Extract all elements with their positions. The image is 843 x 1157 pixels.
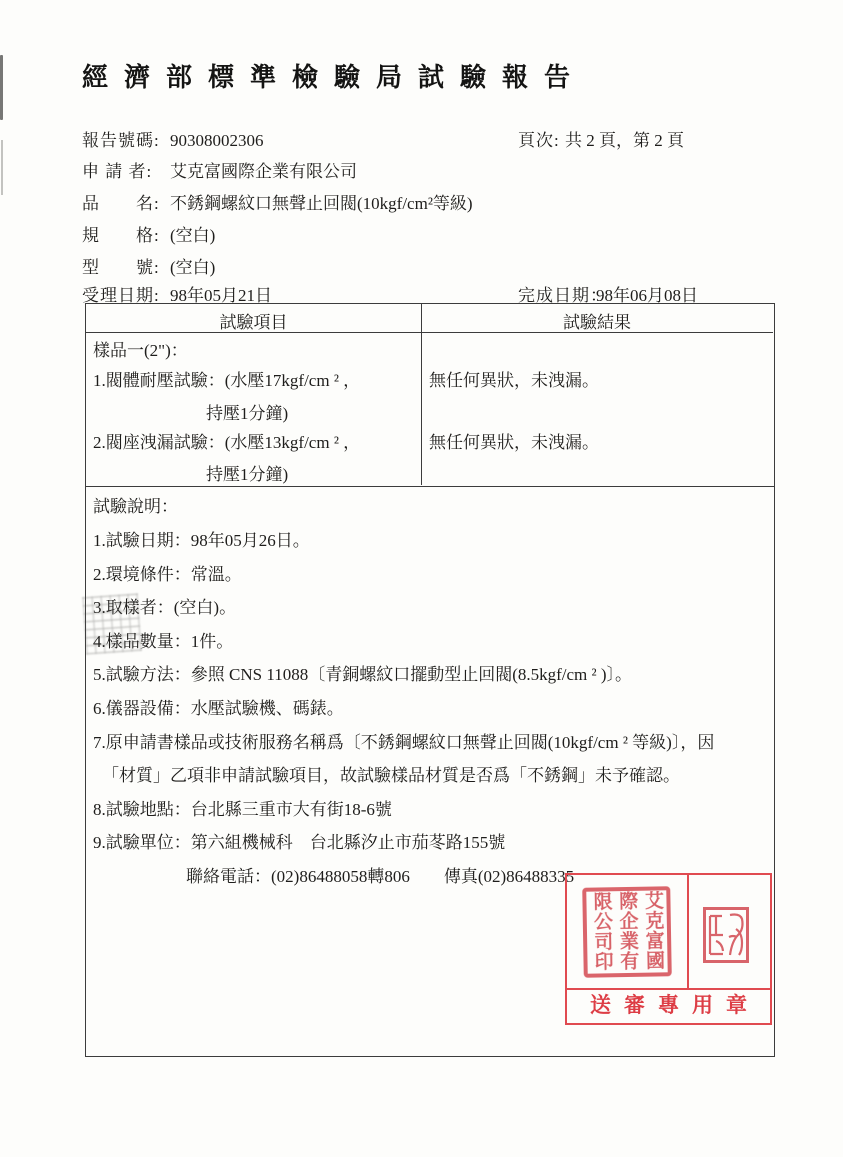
stamp-box-divider	[687, 875, 689, 988]
product-name-value: 不銹鋼螺紋口無聲止回閥(10kgf/cm²等級)	[170, 194, 473, 213]
spec-value: (空白)	[170, 226, 216, 245]
sample-line: 樣品一(2")：	[93, 341, 188, 360]
test-result-2: 無任何異狀，未洩漏。	[429, 433, 599, 452]
scan-edge-artifact	[1, 140, 3, 195]
company-seal-text: 艾克富國際企業有限公司印	[590, 890, 665, 972]
product-name-label: 品 名:	[82, 194, 160, 213]
note-original-name-cont: 「材質」乙項非申請試驗項目，故試驗樣品材質是否爲「不銹鋼」未予確認。	[102, 766, 680, 785]
applicant-value: 艾克富國際企業有限公司	[170, 162, 357, 181]
test-result-1: 無任何異狀，未洩漏。	[429, 371, 599, 390]
note-test-method: 5.試驗方法：參照 CNS 11088〔青銅螺紋口擺動型止回閥(8.5kgf/cm ² )〕。	[93, 665, 633, 684]
explanation-heading: 試驗說明：	[93, 497, 178, 516]
test-item-1-line1: 1.閥體耐壓試驗：(水壓17kgf/cm ² ，	[93, 371, 361, 390]
note-sample-qty: 4.樣品數量：1件。	[93, 632, 234, 651]
stamp-banner-text: 送審專用章	[590, 993, 760, 1017]
applicant-label: 申 請 者:	[82, 162, 153, 181]
column-header-test-item: 試驗項目	[219, 313, 288, 332]
accept-date-value: 98年05月21日	[170, 286, 272, 305]
note-test-location: 8.試驗地點：台北縣三重市大有街18-6號	[93, 800, 392, 819]
model-value: (空白)	[170, 258, 216, 277]
page-number-value: 共 2 頁，第 2 頁	[565, 131, 684, 150]
company-seal-stamp	[582, 886, 672, 978]
accept-date-label: 受理日期:	[82, 286, 160, 305]
results-table	[85, 303, 775, 487]
test-item-2-line2: 持壓1分鐘)	[206, 465, 289, 484]
note-test-unit: 9.試驗單位：第六組機械科 台北縣汐止市茄苳路155號	[93, 833, 506, 852]
report-number-value: 90308002306	[170, 131, 264, 150]
note-sampler: 3.取樣者：(空白)。	[93, 598, 237, 617]
spec-label: 規 格:	[82, 226, 160, 245]
note-contact-phone: 聯絡電話：(02)86488058轉806 傳真(02)86488335	[186, 867, 575, 886]
complete-date-value: 98年06月08日	[596, 286, 698, 305]
personal-seal-icon	[703, 907, 749, 963]
note-environment: 2.環境條件：常溫。	[93, 565, 242, 584]
faded-stamp-artifact	[82, 593, 142, 655]
report-number-label: 報告號碼:	[82, 131, 160, 150]
note-original-name: 7.原申請書樣品或技術服務名稱爲〔不銹鋼螺紋口無聲止回閥(10kgf/cm ² 等級)〕，因	[93, 733, 715, 752]
page-number-label: 頁次:	[518, 131, 560, 150]
note-equipment: 6.儀器設備：水壓試驗機、碼錶。	[93, 699, 344, 718]
model-label: 型 號:	[82, 258, 160, 277]
column-header-test-result: 試驗結果	[563, 313, 631, 332]
report-title: 經濟部標準檢驗局試驗報告	[82, 63, 587, 92]
complete-date-label: 完成日期：	[518, 286, 608, 305]
submission-stamp-box	[565, 873, 772, 1025]
note-test-date: 1.試驗日期：98年05月26日。	[93, 531, 310, 550]
test-item-2-line1: 2.閥座洩漏試驗：(水壓13kgf/cm ² ，	[93, 433, 361, 452]
scan-edge-artifact	[0, 55, 3, 120]
personal-seal-stamp	[703, 907, 749, 968]
test-item-1-line2: 持壓1分鐘)	[206, 404, 289, 423]
